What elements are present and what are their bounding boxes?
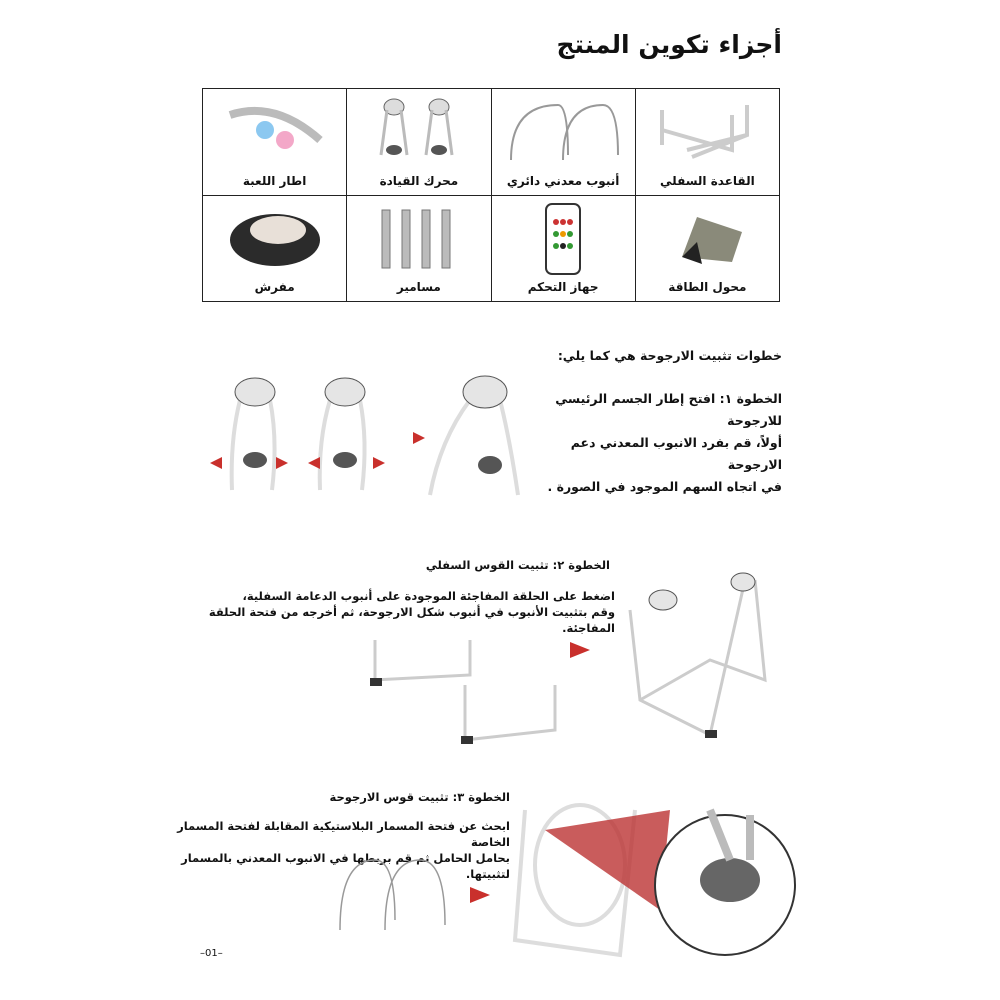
step3-illustration xyxy=(330,790,800,970)
step3-line: بحامل الحامل ثم قم بربطها في الانبوب المعدني بالمسمار لتثبيتها. xyxy=(181,851,510,881)
part-label: مفرش xyxy=(254,280,295,294)
part-cell xyxy=(347,195,491,302)
part-cell xyxy=(491,89,635,196)
part-label: محول الطاقة xyxy=(668,280,747,294)
step3-line: ابحث عن فتحة المسمار البلاستيكية المقابلة لفتحة المسمار الخاصة xyxy=(177,819,510,849)
part-label: جهاز التحكم xyxy=(527,280,599,294)
step3-heading: الخطوة ٣: تثبيت قوس الارجوحة xyxy=(329,790,510,804)
step1-illustration xyxy=(200,370,540,500)
part-cell xyxy=(635,89,779,196)
page-title: أجزاء تكوين المنتج xyxy=(556,30,782,59)
screws-icon xyxy=(374,202,464,272)
steps-intro: خطوات تثبيت الارجوحة هي كما يلي: xyxy=(557,348,782,363)
part-label: القاعدة السفلي xyxy=(660,173,755,188)
base-frame-icon xyxy=(652,95,762,165)
arrow-icon xyxy=(470,887,490,903)
step1-line: أولاً، قم بفرد الانبوب المعدني دعم الارجوحة xyxy=(570,435,782,472)
step2-line: اضغط على الحلقة المفاجئة الموجودة على أنبوب الدعامة السفلية، xyxy=(242,589,615,603)
part-cell xyxy=(491,195,635,302)
parts-table xyxy=(202,88,780,302)
step1-line: الخطوة ١: افتح إطار الجسم الرئيسي للارجوحة xyxy=(555,391,782,428)
drive-motor-icon xyxy=(369,95,469,165)
step1-text xyxy=(522,388,782,498)
part-cell xyxy=(635,195,779,302)
part-cell xyxy=(203,89,347,196)
part-label: اطار اللعبة xyxy=(242,173,307,188)
step1-line: في اتجاه السهم الموجود في الصورة . xyxy=(547,479,782,494)
arrow-icon xyxy=(570,642,590,658)
part-label: أنبوب معدني دائري xyxy=(506,173,620,188)
part-label: مسامير xyxy=(396,280,441,294)
page-number: –01– xyxy=(200,948,223,959)
round-tube-icon xyxy=(503,95,623,165)
part-cell xyxy=(347,89,491,196)
remote-icon xyxy=(538,202,588,276)
power-adapter-icon xyxy=(657,202,757,272)
part-label: محرك القيادة xyxy=(379,173,459,188)
step2-illustration xyxy=(365,570,785,750)
step2-line: وقم بتثبيت الأنبوب في أنبوب شكل الارجوحة، ثم أخرجه من فتحة الحلقة المفاجئة. xyxy=(208,605,615,635)
toy-frame-icon xyxy=(220,95,330,165)
seat-pad-icon xyxy=(220,202,330,272)
step2-heading: الخطوة ٢: تثبيت القوس السفلي xyxy=(425,558,610,572)
part-cell xyxy=(203,195,347,302)
